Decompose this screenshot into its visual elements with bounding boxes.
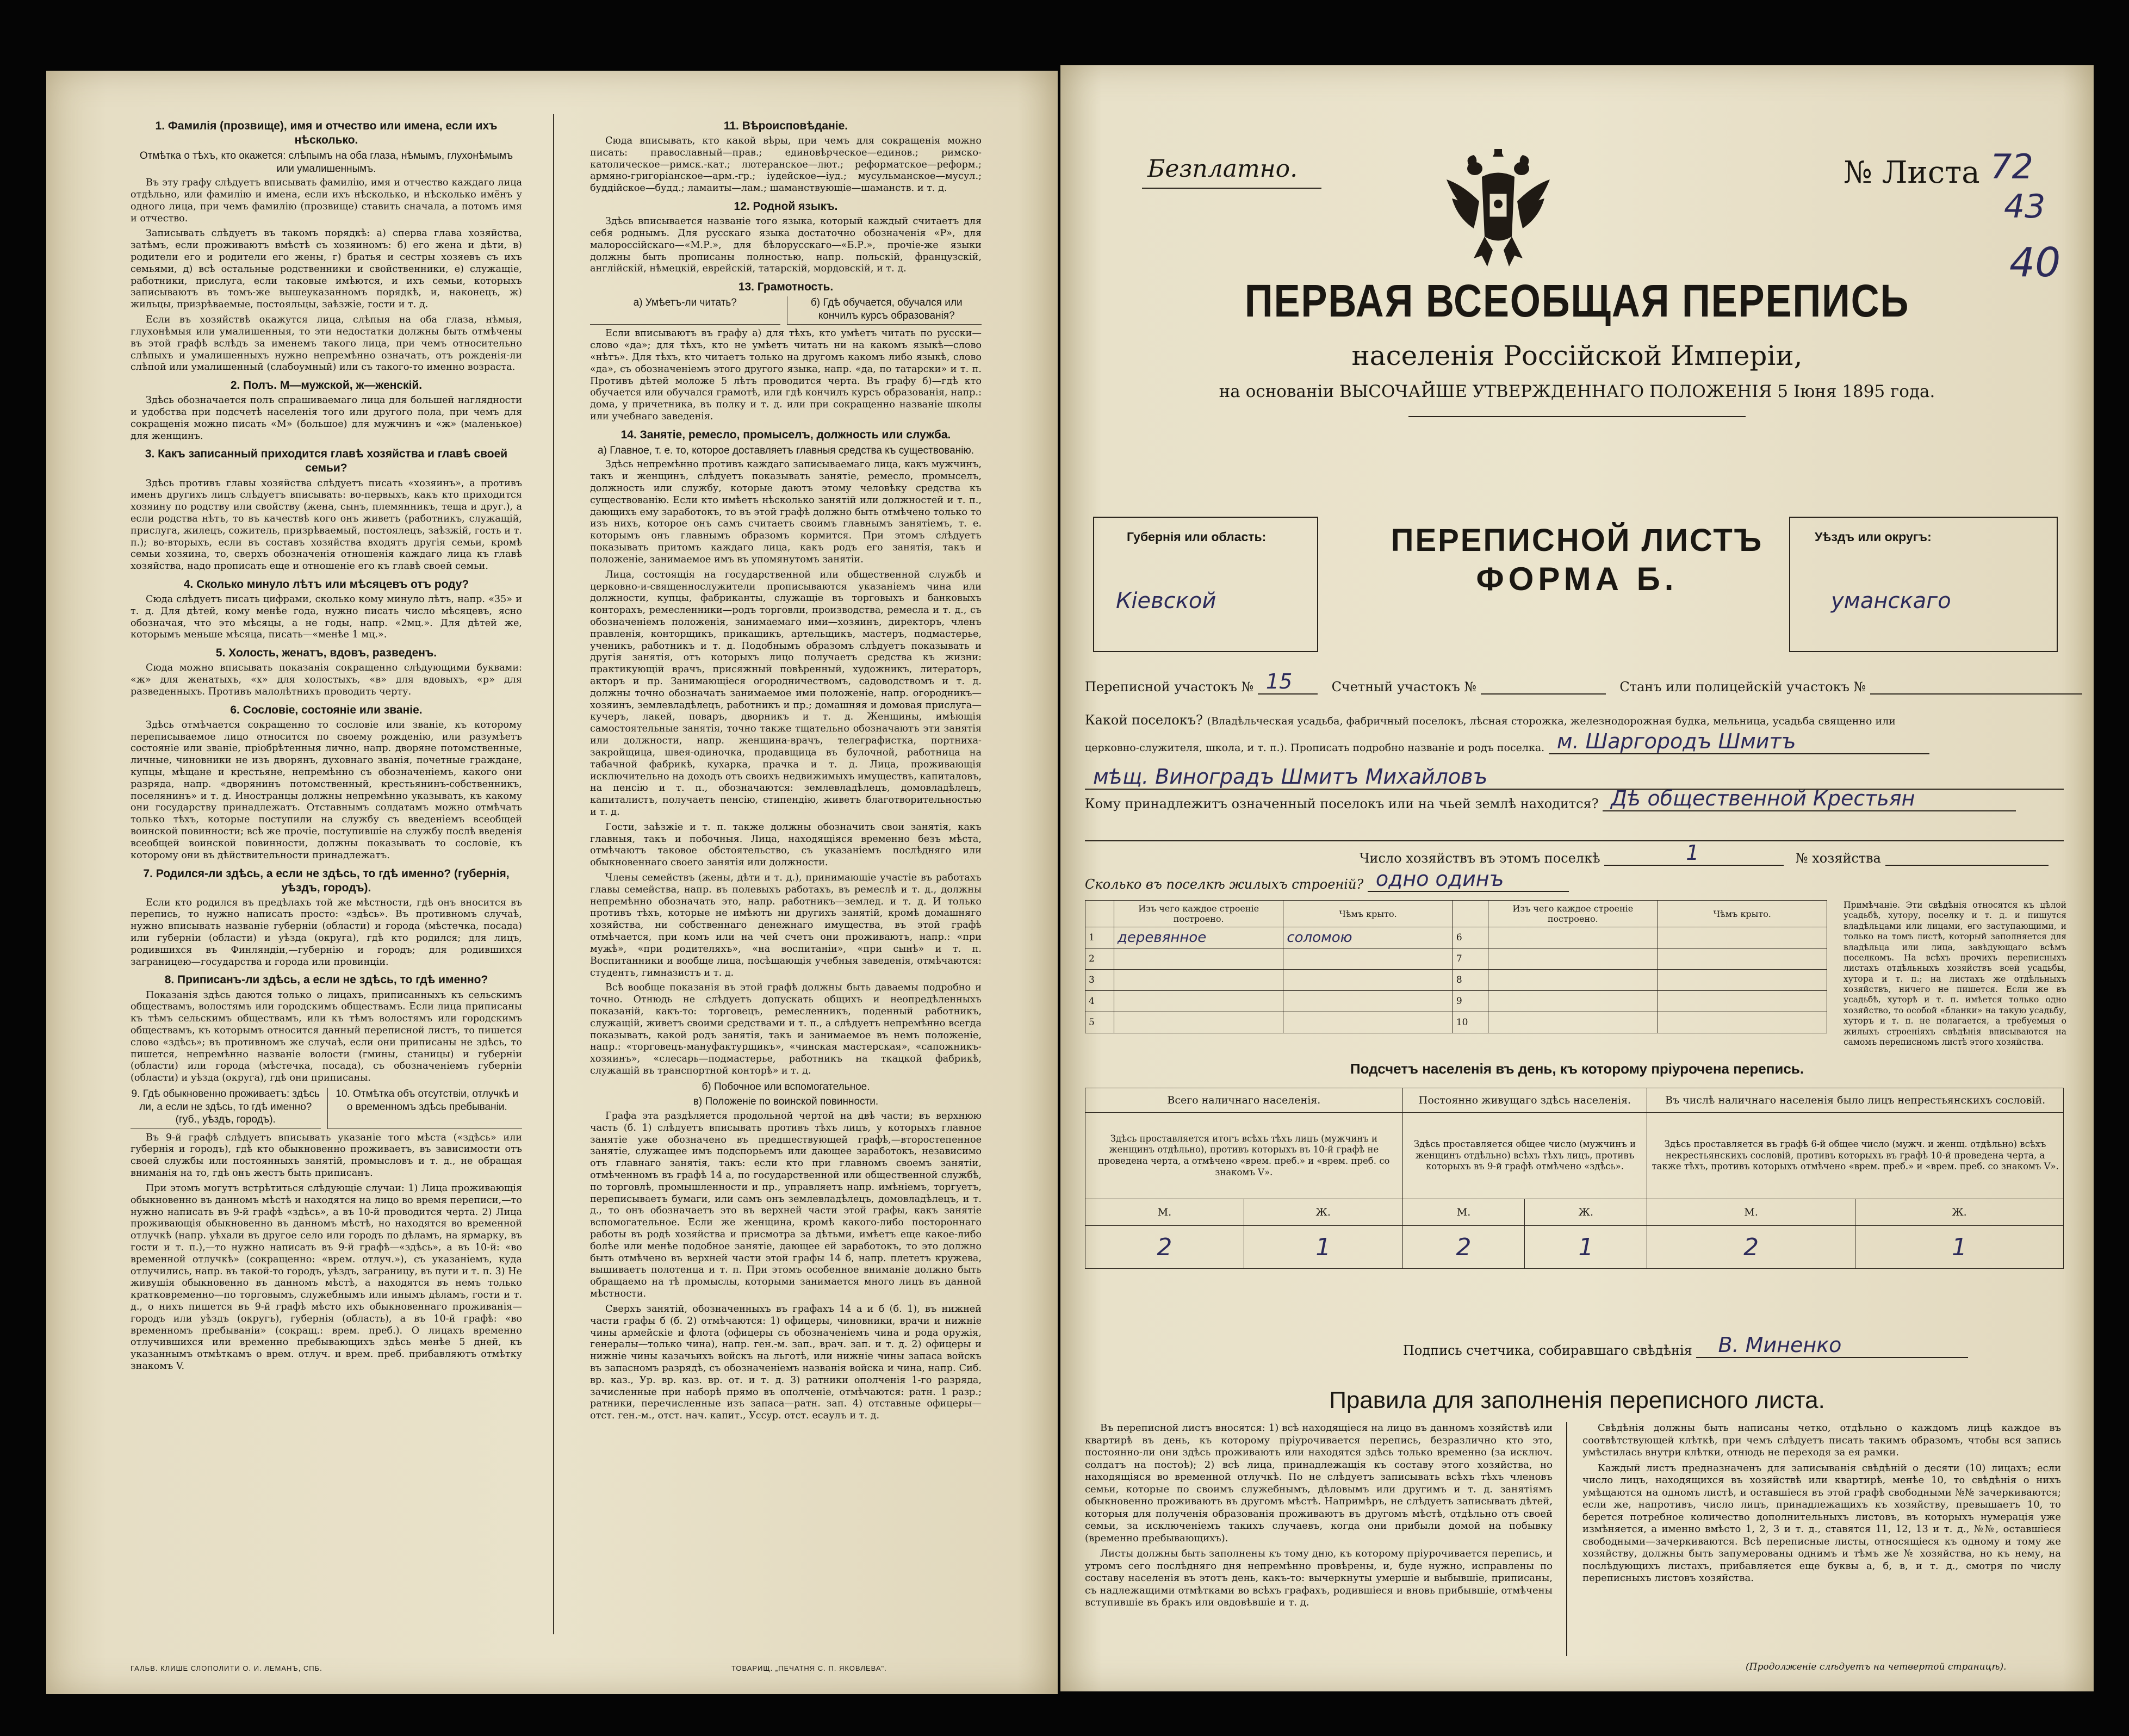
section-heading: б) Гдѣ обучается, обучался или кончилъ курсъ образованія? bbox=[787, 296, 982, 325]
table-header-row bbox=[1085, 901, 1827, 927]
enumerator-signature-row bbox=[1403, 1333, 1968, 1358]
building-roof: соломою bbox=[1283, 927, 1453, 948]
buildings-table bbox=[1085, 900, 1827, 1033]
table-row bbox=[1085, 1199, 2064, 1226]
instruction-paragraph: Сюда слѣдуетъ писать цифрами, сколько кому минуло лѣтъ, напр. «35» и т. д. Для дѣтей, кому менѣе года, нужно писать число мѣсяцевъ, ясно обозначая, что это мѣсяцы, а не годы, напр. «2мц.». Для дѣтей же, которымъ меньше мѣсяца, писать—«менѣе 1 мц.». bbox=[131, 594, 522, 641]
split-heading bbox=[590, 296, 982, 325]
settlement-note: (Владѣльческая усадьба, фабричный поселокъ, лѣсная сторожка, железнодорожная будка, мельница, усадьба священно или bbox=[1207, 715, 1896, 727]
instruction-paragraph: Сверхъ занятій, обозначенныхъ въ графахъ 14 а и б (б. 1), въ нижней части графы б (б. 2) отмѣчаются: 1) офицеры, чиновники, врачи и нижніе чины армейскіе и флота (офицеры съ обозначеніемъ чина и рода оружія, генералы—только чина), напр. ген.-м. зап., врач. зап. и т. д. 2) офицеры и нижніе чины казачьихъ войскъ на льготѣ, или нижніе чины запаса войскъ въ запасномъ разрядѣ, съ обозначеніемъ названія войска и чина, напр. Сиб. вр. каз., Ур. вр. каз. вр. от. и т. д. 3) ратники ополченія 1-го разряда, зачисленные при наборѣ прямо въ ополченіе, отмѣчаются: ратн. 1 разр.; ратники, перечисленные изъ запаса—ратн. зап. 4) отставные офицеры—отст. ген.-м., отст. нач. капит., Уссур. отст. есаулъ и т. д. bbox=[590, 1303, 982, 1422]
form-title: ПЕРЕПИСНОЙ ЛИСТЪ bbox=[1391, 523, 1764, 558]
population-col-present: Всего наличнаго населенія. bbox=[1085, 1088, 1403, 1113]
district-box bbox=[1789, 517, 2058, 652]
instruction-paragraph: Здѣсь отмѣчается сокращенно то сословіе или званіе, къ которому переписываемое лицо относится по своему рожденію, или разумѣетъ состояніе или званіе, пріобрѣтенныя лично, напр. дворяне потомственные, личные, чиновники не изъ дворянъ, духовнаго званія, почетные граждане, купцы, мѣщане и крестьяне, непремѣнно съ обозначеніемъ, какого они разряда, напр. «дворянинъ потомственный, крестьянинъ-собственникъ, поселянинъ» и т. д. Иностранцы должны непремѣнно указывать, къ какому они государству принадлежатъ. Отставнымъ солдатамъ можно отмѣчать только тѣхъ, которые поступили на службу съ введеніемъ всеобщей воинской повинности; всѣ же прочіе, поступившіе на службу послѣ введенія всеобщей воинской повинности, должны показывать то сословіе, къ которому они въ дѣйствительности принадлежатъ. bbox=[131, 719, 522, 861]
building-material bbox=[1114, 970, 1283, 991]
female-label: Ж. bbox=[1244, 1199, 1402, 1226]
owner-label: Кому принадлежитъ означенный поселокъ или на чьей землѣ находится? bbox=[1085, 796, 1599, 811]
instruction-paragraph: Гости, заѣзжіе и т. п. также должны обозначить свои занятія, какъ главныя, такъ и побочныя. Лица, находящіяся временно безъ мѣста, отмѣчаютъ таковое обстоятельство, съ указаніемъ послѣдняго или обыкновеннаго своего занятія или должности. bbox=[590, 821, 982, 869]
settlement-row-2 bbox=[1085, 729, 2075, 754]
population-value: 2 bbox=[1647, 1226, 1855, 1269]
instructions-column-2 bbox=[590, 114, 982, 1645]
instruction-paragraph: Лица, состоящія на государственной или общественной службѣ и церковно-и-священнослужители прописываются указаніемъ чина или должности, купцы, фабриканты, служащіе въ торговыхъ и банковыхъ конторахъ, ремесленники—родъ торговли, производства, ремесла и т. д., съ обозначеніемъ положенія, занимаемаго ими—хозяинъ, директоръ, членъ правленія, конторщикъ, прикащикъ, артельщикъ, мастеръ, подмастерье, ученикъ, работникъ и т. д. Подобнымъ образомъ слѣдуетъ показывать и другія занятія, отъ которыхъ лицо получаетъ средства къ жизни: практикующій врачъ, присяжный повѣренный, художникъ, литераторъ, акторъ и пр. Занимающіеся огородничествомъ, садоводствомъ и т. д. должны точно обозначать занимаемое ими положеніе, напр. огородникъ—хозяинъ, землевладѣлецъ, работникъ и пр.; домашняя и домовая прислуга—кучеръ, лакей, поваръ, дворникъ и т. д. Женщины, имѣющія самостоятельные занятія, точно также тщательно обозначаютъ эти занятія или должности, напр. женщина-врачъ, телеграфистка, портниха-закройщица, швея-одиночка, продавщица въ булочной, работница на табачной фабрикѣ, кухарка, прачка и т. д. Лица, проживающія исключительно на доходъ отъ своихъ недвижимыхъ имуществъ, капиталовъ, на пенсію и т. п., обозначаются: землевладѣлецъ, домовладѣлецъ, капиталистъ, получаетъ пенсію, стипендію, живетъ благотворительностью и т. д. bbox=[590, 569, 982, 817]
instruction-paragraph: Здѣсь противъ главы хозяйства слѣдуетъ писать «хозяинъ», а противъ именъ другихъ лицъ слѣдуетъ вписывать: во-первыхъ, какъ кто приходится хозяину по родству или свойству (жена, сынъ, племянникъ, теща и друг.), а если родства нѣтъ, то въ качествѣ кого онъ живетъ (работникъ, служащій, прислуга, жилецъ, сожитель, призрѣваемый, постоялецъ, заѣзжій, гость и т. п.); во-вторыхъ, если въ составъ хозяйства входятъ другія семьи, кромѣ семьи хозяина, то, сверхъ обозначенія отношенія каждаго лица къ главѣ хозяйства, надо прописать еще и отношеніе его къ главѣ своей семьи. bbox=[131, 478, 522, 572]
census-decree-line: на основаніи ВЫСОЧАЙШЕ УТВЕРЖДЕННАГО ПОЛОЖЕНІЯ 5 Іюня 1895 года. bbox=[1219, 382, 1935, 401]
settlement-row bbox=[1085, 712, 2075, 728]
free-label: Безплатно. bbox=[1147, 155, 1298, 183]
population-col-nonpeasant: Въ числѣ наличнаго населенія было лицъ непрестьянскихъ сословій. bbox=[1647, 1088, 2064, 1113]
male-label: М. bbox=[1402, 1199, 1525, 1226]
instruction-paragraph: Показанія здѣсь даются только о лицахъ, приписанныхъ къ сельскимъ обществамъ, волостямъ или городскимъ обществамъ. Если лица приписаны къ тѣмъ сельскимъ обществамъ, или къ тѣмъ волостямъ или городскимъ обществамъ, къ которымъ относится данный переписной листъ, то пишется слово «здѣсь»; въ противномъ же случаѣ, если они приписаны не здѣсь, то пишется, непремѣнно названіе волости (гмины, станицы) и губерніи (области) или города (мѣстечка, посада), съ обозначеніемъ губерніи (области) и уѣзда (округа), гдѣ они приписаны. bbox=[131, 989, 522, 1084]
section-heading: 9. Гдѣ обыкновенно проживаетъ: здѣсь ли, а если не здѣсь, то гдѣ именно? (губ., уѣздъ, городъ). bbox=[131, 1088, 321, 1129]
section-heading: 5. Холость, женатъ, вдовъ, разведенъ. bbox=[215, 647, 437, 660]
count-section-field bbox=[1481, 677, 1606, 695]
rule-paragraph: Свѣдѣнія должны быть написаны четко, отдѣльно о каждомъ лицѣ каждое въ соотвѣтствующей клѣткѣ, при чемъ слѣдуетъ писать такимъ образомъ, чтобы вся запись умѣстилась внутри клѣтки, отнюдь не переходя за ея рамки. bbox=[1582, 1422, 2061, 1458]
police-section-label: Станъ или полицейскій участокъ № bbox=[1619, 679, 1866, 695]
instruction-paragraph: Здѣсь непремѣнно противъ каждаго записываемаго лица, какъ мужчинъ, такъ и женщинъ, слѣдуетъ показывать занятіе, ремесло, промыселъ, должность или службу, которые даютъ этому человѣку средства къ существованію. Если кто имѣетъ нѣсколько занятій или должностей и т. п., дающихъ ему заработокъ, то въ этой графѣ должно быть отмѣчено только то изъ нихъ, которое онъ самъ считаетъ своимъ главнымъ занятіемъ, т. е. которымъ онъ главнымъ образомъ кормится. При этомъ слѣдуетъ показывать притомъ каждаго лица, какъ родъ его занятія, такъ и положеніе, занимаемое имъ въ упомянутомъ занятіи. bbox=[590, 459, 982, 565]
continuation-note: (Продолженіе слѣдуетъ на четвертой страницѣ). bbox=[1746, 1661, 2007, 1672]
settlement-note-2: церковно-служителя, школа, и т. п.). Прописать подробно названіе и родъ поселка. bbox=[1085, 742, 1545, 754]
double-headed-eagle-icon bbox=[1441, 147, 1555, 272]
form-subtitle: ФОРМА Б. bbox=[1476, 561, 1678, 597]
right-page bbox=[1060, 65, 2094, 1691]
section-heading: а) Умѣетъ-ли читать? bbox=[590, 296, 780, 325]
section-subheading: а) Главное, т. е. то, которое доставляетъ главныя средства къ существованію. bbox=[598, 444, 974, 456]
buildings-col-material: Изъ чего каждое строеніе построено. bbox=[1488, 901, 1658, 927]
rules-right-column bbox=[1582, 1422, 2061, 1588]
household-count-field bbox=[1604, 841, 1784, 866]
section-heading: 1. Фамилія (прозвище), имя и отчество или имена, если ихъ нѣсколько. bbox=[155, 120, 498, 147]
female-label: Ж. bbox=[1855, 1199, 2064, 1226]
section-heading: 8. Приписанъ-ли здѣсь, а если не здѣсь, то гдѣ именно? bbox=[164, 974, 488, 987]
population-col-permanent: Постоянно живущаго здѣсь населенія. bbox=[1402, 1088, 1647, 1113]
settlement-label: Какой поселокъ? bbox=[1085, 712, 1203, 728]
table-row bbox=[1085, 948, 1827, 970]
instruction-paragraph: Здѣсь вписывается названіе того языка, который каждый считаетъ для себя роднымъ. Для русскаго языка достаточно обозначенія «Р», для малороссійскаго—«М.Р.», для бѣлорусскаго—«Б.Р.», прочіе-же языки должны быть прописаны полностью, напр. польскій, французскій, англійскій, нѣмецкій, еврейскій, татарскій, мордовскій, и т. д. bbox=[590, 216, 982, 275]
buildings-col-material: Изъ чего каждое строеніе построено. bbox=[1114, 901, 1283, 927]
rules-left-column bbox=[1085, 1422, 1553, 1613]
section-heading: 6. Сословіе, состояніе или званіе. bbox=[230, 703, 423, 716]
row-number: 5 bbox=[1085, 1012, 1114, 1033]
section-heading: 12. Родной языкъ. bbox=[734, 200, 838, 213]
census-section-label: Переписной участокъ № bbox=[1085, 679, 1254, 695]
population-count-title: Подсчетъ населенія въ день, къ которому пріурочена перепись. bbox=[1350, 1061, 1804, 1077]
row-number: 4 bbox=[1085, 991, 1114, 1012]
table-row bbox=[1085, 1012, 1827, 1033]
column-divider bbox=[553, 114, 554, 1634]
settlement-value: м. Шаргородъ Шмитъ bbox=[1556, 729, 1796, 753]
households-row bbox=[1085, 841, 2075, 866]
sheet-number-label: № Листа bbox=[1844, 155, 1980, 190]
buildings-label: Сколько въ поселкѣ жилыхъ строеній? bbox=[1085, 877, 1364, 892]
row-number: 1 bbox=[1085, 927, 1114, 948]
building-material: деревянное bbox=[1114, 927, 1283, 948]
instruction-paragraph: Здѣсь обозначается полъ спрашиваемаго лица для большей наглядности и удобства при подсчетѣ населенія того или другого пола, при чемъ для сокращенія можно писать «М» (большое) для мужчинъ и «ж» (маленькое) для женщинъ. bbox=[131, 395, 522, 442]
owner-row bbox=[1085, 786, 2075, 811]
section-subheading: Отмѣтка о тѣхъ, кто окажется: слѣпымъ на оба глаза, нѣмымъ, глухонѣмымъ или умалишеннымъ. bbox=[139, 150, 513, 175]
owner-value: Дѣ общественной Крестьян bbox=[1611, 786, 1915, 810]
section-heading: 11. Вѣроисповѣданіе. bbox=[723, 120, 848, 132]
instruction-paragraph: Въ эту графу слѣдуетъ вписывать фамилію, имя и отчество каждаго лица отдѣльно, или фамилію и имена, если ихъ нѣсколько, и нѣсколько имёнъ у одного лица, при чемъ фамилію (прозвище) ставить сначала, а потомъ имя и отчество. bbox=[131, 177, 522, 224]
instruction-paragraph: Сюда можно вписывать показанія сокращенно слѣдующими буквами: «ж» для женатыхъ, «х» для холостыхъ, «в» для вдовыхъ, «р» для разведенныхъ. Противъ малолѣтнихъ проводить черту. bbox=[131, 662, 522, 697]
household-count-label: Число хозяйствъ въ этомъ поселкѣ bbox=[1360, 851, 1600, 866]
female-label: Ж. bbox=[1525, 1199, 1647, 1226]
rules-title: Правила для заполненія переписного листа. bbox=[1329, 1387, 1825, 1413]
sheet-number-value: 72 bbox=[1990, 147, 2033, 187]
rules-divider bbox=[1566, 1422, 1567, 1656]
census-subtitle: населенія Россійской Имперіи, bbox=[1351, 340, 1803, 371]
section-heading: 10. Отмѣтка объ отсутствіи, отлучкѣ и о временномъ здѣсь пребываніи. bbox=[327, 1088, 523, 1129]
census-section-field bbox=[1258, 669, 1318, 695]
instruction-paragraph: Если кто родился въ предѣлахъ той же мѣстности, гдѣ онъ вносится въ перепись, то нужно написать просто: «здѣсь». Въ противномъ случаѣ, нужно вписывать названіе губерніи (области) и города (мѣстечка, посада) или губерніи (области) и уѣзда (округа), гдѣ кто родился; для лицъ, родившихся въ Финляндіи,—губернію и городъ; для родившихся заграницею—государства и города или провинціи. bbox=[131, 897, 522, 968]
census-section-value: 15 bbox=[1265, 669, 1293, 693]
household-number-field bbox=[1885, 848, 2049, 866]
owner-row-2 bbox=[1085, 824, 2075, 841]
section-subheading: б) Побочное или вспомогательное. bbox=[702, 1081, 870, 1093]
population-desc: Здѣсь проставляется итогъ всѣхъ тѣхъ лицъ (мужчинъ и женщинъ отдѣльно), противъ которыхъ въ 10-й графѣ не проведена черта, а отмѣчено «врем. преб.» и «врем. преб. со знакомъ V». bbox=[1085, 1113, 1403, 1199]
population-desc: Здѣсь проставляется общее число (мужчинъ и женщинъ отдѣльно) всѣхъ тѣхъ лицъ, противъ которыхъ въ 9-й графѣ отмѣчено «здѣсь». bbox=[1402, 1113, 1647, 1199]
buildings-col-roof: Чѣмъ крыто. bbox=[1658, 901, 1827, 927]
signature-value: В. Миненко bbox=[1718, 1333, 1842, 1357]
buildings-row bbox=[1085, 867, 2075, 892]
row-number: 8 bbox=[1453, 970, 1488, 991]
district-label: Уѣздъ или округъ: bbox=[1815, 530, 1932, 544]
row-number: 2 bbox=[1085, 948, 1114, 970]
printer-footer-left: ГАЛЬВ. КЛИШЕ СЛОПОЛИТИ О. И. ЛЕМАНЪ, СПБ. bbox=[131, 1664, 322, 1672]
section-heading: 14. Занятіе, ремесло, промыселъ, должность или служба. bbox=[620, 428, 951, 441]
signature-field bbox=[1696, 1333, 1968, 1358]
section-row bbox=[1085, 669, 2075, 695]
building-material bbox=[1114, 991, 1283, 1012]
province-value: Кіевской bbox=[1116, 588, 1216, 613]
rule-paragraph: Листы должны быть заполнены къ тому дню, къ которому пріурочивается перепись, и утромъ сего послѣдняго дня непремѣнно провѣрены, и, буде нужно, исправлены по составу населенія въ этотъ день, какъ-то: вычеркнуты умершіе и выбывшіе, приписаны, съ надлежащими отмѣтками во всѣхъ графахъ, родившіеся и вновь прибывшіе, отмѣчены вступившіе въ бракъ или овдовѣвшіе и т. д. bbox=[1085, 1548, 1553, 1608]
instruction-paragraph: Члены семействъ (жены, дѣти и т. д.), принимающіе участіе въ работахъ главы семейства, напр. въ полевыхъ работахъ, въ ремеслѣ и т. д., должны непремѣнно обозначать это, напр. работникъ—землед. и т. д. И только противъ тѣхъ, которые не имѣютъ ни другихъ занятій, кромѣ домашняго хозяйства, ни собственнаго денежнаго имущества, въ этой графѣ отмѣчается, при комъ или на чей счетъ они проживаютъ, напр.: «при мужѣ», «при родителяхъ», «на воспитаніи», «при сынѣ» и т. п. Воспитанники и вообще лица, посѣщающія учебныя заведенія, отмѣчаются: студентъ, гимназистъ и т. д. bbox=[590, 872, 982, 978]
instructions-column-1 bbox=[131, 114, 522, 1645]
population-value: 1 bbox=[1525, 1226, 1647, 1269]
province-label: Губернія или область: bbox=[1127, 530, 1267, 544]
row-number: 10 bbox=[1453, 1012, 1488, 1033]
male-label: М. bbox=[1085, 1199, 1244, 1226]
population-table bbox=[1085, 1088, 2064, 1269]
sheet-number-value: 40 bbox=[2009, 239, 2061, 286]
table-header-row bbox=[1085, 1088, 2064, 1113]
population-value: 1 bbox=[1244, 1226, 1402, 1269]
population-value: 2 bbox=[1402, 1226, 1525, 1269]
table-row bbox=[1085, 927, 1827, 948]
instruction-paragraph: Въ 9-й графѣ слѣдуетъ вписывать указаніе того мѣста («здѣсь» или губернія и городъ), гдѣ кто обыкновенно проживаетъ, въ зависимости отъ своей службы или постоянныхъ занятій, промысловъ и т. д., не обращая вниманія на то, гдѣ онъ жестъ быть приписанъ. bbox=[131, 1132, 522, 1179]
section-heading: 13. Грамотность. bbox=[738, 281, 834, 294]
printer-footer-right: ТОВАРИЩ. „ПЕЧАТНЯ С. П. ЯКОВЛЕВА". bbox=[731, 1664, 887, 1672]
instruction-paragraph: Графа эта раздѣляется продольной чертой на двѣ части; въ верхнюю часть (б. 1) слѣдуетъ вписывать противъ тѣхъ лицъ, у которыхъ главное занятіе уже обозначено въ предшествующей графѣ,—второстепенное занятіе, служащее имъ подспорьемъ или дающее заработокъ, независимо отъ главнаго занятія, такъ: если кто при главномъ своемъ занятіи, отмѣченномъ въ графѣ 14 а, по государственной или общественной службѣ, по торговлѣ, промышленности и пр., управляетъ напр. имѣніемъ, торгуетъ, переписываетъ бумаги, или самъ онъ землевладѣлецъ, домовладѣлецъ, и т. д., то онъ обозначаетъ это въ верхней части этой графы, какъ занятіе вспомогательное. Если же женщина, кромѣ какого-либо постороннаго работы въ родѣ хозяйства и присмотра за дѣтьми, имѣетъ еще какое-либо болѣе или менѣе подобное занятіе, дающее ей заработокъ, то это должно быть отмѣчено въ верхней части этой графы 14 б, напр. плететъ кружева, вышиваетъ полотенца и т. п. При этомъ особенное вниманіе должно быть обращаемо на тѣ промыслы, которыми занимается много лицъ въ данной мѣстности. bbox=[590, 1110, 982, 1300]
table-row bbox=[1085, 1113, 2064, 1199]
signature-label: Подпись счетчика, собиравшаго свѣдѣнія bbox=[1403, 1343, 1692, 1358]
owner-field-2 bbox=[1085, 824, 2064, 841]
count-section-label: Счетный участокъ № bbox=[1331, 679, 1477, 695]
rule-paragraph: Каждый листъ предназначенъ для записыванія свѣдѣній о десяти (10) лицахъ; если число лицъ, находящихся въ хозяйствѣ или квартирѣ, менѣе 10, то свѣдѣнія о нихъ умѣщаются на одномъ листѣ, и оставшіеся въ этой графѣ свободными №№ зачеркиваются; если же, напротивъ, число лицъ, принадлежащихъ къ хозяйству, превышаетъ 10, то берется потребное количество дополнительныхъ листовъ, въ которыхъ нумерація уже измѣняется, а именно вмѣсто 1, 2, 3 и т. д., ставятся 11, 12, 13 и т. д., №№, оставшіеся свободными—зачеркиваются. Всѣ переписные листы, относящіеся къ одному и тому же хозяйству, должны быть запумерованы однимъ и тѣмъ же № хозяйства, но къ нему, на послѣдующихъ листахъ, прибавляется еще буквы а, б, в, и т. д., смотря по числу переписныхъ листовъ хозяйства. bbox=[1582, 1462, 2061, 1584]
police-section-field bbox=[1870, 677, 2082, 695]
section-heading: 7. Родился-ли здѣсь, а если не здѣсь, то гдѣ именно? (губернія, уѣздъ, городъ). bbox=[143, 867, 510, 894]
buildings-value: одно одинъ bbox=[1375, 867, 1504, 891]
instruction-paragraph: Если вписываютъ въ графу а) для тѣхъ, кто умѣетъ читать по русски—слово «да»; для тѣхъ, кто не умѣетъ читать ни на какомъ языкѣ—слово «нѣтъ». Для тѣхъ, кто читаетъ только на другомъ какомъ либо языкѣ, слово «да», съ обозначеніемъ этого другого языка, напр. «да, по татарски» и т. п. Противъ дѣтей моложе 5 лѣтъ проводится черта. Въ графу б)—гдѣ кто обучается или обучался грамотѣ, или гдѣ кончилъ курсъ образованія, напр.: дома, у причетника, въ полку и т. д. или при сокращенно названіе школы или учебнаго заведенія. bbox=[590, 328, 982, 422]
instruction-paragraph: При этомъ могутъ встрѣтиться слѣдующіе случаи: 1) Лица проживающія обыкновенно въ данномъ мѣстѣ и находятся на лицо во время переписи,—то нужно написать въ 9-й графѣ «здѣсь», а въ 10-й проводится черта. 2) Лица проживающія обыкновенно въ данномъ мѣстѣ, но находятся во временной отлучкѣ (напр. уѣхали въ другое село или городъ по дѣламъ, на ярмарку, въ гости и т. п.),—то нужно написать въ 9-й графѣ—«здѣсь», а въ 10-й: «во временной отлучкѣ» (сокращенно: «врем. отлуч.»), съ указаніемъ, куда отлучились, напр. въ такой-то городъ, уѣздъ, заграницу, въ пути и т. п. 3) Не живущія обыкновенно въ данномъ мѣстѣ, а находятся въ немъ только кратковременно—по торговымъ, служебнымъ или инымъ дѣламъ, гости и т. д., о нихъ пишется въ 9-й графѣ мѣсто ихъ обыкновеннаго проживанія—городъ или уѣздъ (округъ), губернія (область), а въ 10-й графѣ: «во временномъ пребываніи» (сокращ.: врем. преб.). О лицахъ временно отлучившихся или временно пребывающихъ здѣсь менѣе 5 дней, къ указаннымъ отмѣткамъ о врем. отлуч. и врем. преб. прибавляютъ отмѣтку знакомъ V. bbox=[131, 1182, 522, 1372]
male-label: М. bbox=[1647, 1199, 1855, 1226]
settlement-row-3 bbox=[1085, 765, 2075, 790]
row-number: 3 bbox=[1085, 970, 1114, 991]
split-heading bbox=[131, 1088, 522, 1129]
instruction-paragraph: Если въ хозяйствѣ окажутся лица, слѣпыя на оба глаза, нѣмыя, глухонѣмыя или умалишенныя, то эти недостатки должны быть отмѣчены въ этой графѣ вслѣдъ за именемъ такого лица, при чемъ относительно слѣпыхъ и умалишенныхъ нужно непремѣнно означать, отъ рожденія-ли слѣпой или умалишенный (слабоумный) или съ такого-то именно возраста. bbox=[131, 314, 522, 373]
buildings-field bbox=[1368, 867, 1569, 892]
rule-paragraph: Въ переписной листъ вносятся: 1) всѣ находящіеся на лицо въ данномъ хозяйствѣ или квартирѣ въ день, къ которому пріурочивается перепись, безразлично кто это, постоянно-ли они здѣсь проживаютъ или находятся здѣсь только временно (за исключ. солдатъ на постоѣ); 2) всѣ лица, принадлежащія къ составу этого хозяйства, но находящіяся во временной отлучкѣ. По не слѣдуетъ записывать всѣхъ тѣхъ членовъ семьи, которые по своимъ служебнымъ, дѣловымъ или другимъ и т. д. занятіямъ обыкновенно проживаютъ въ другомъ мѣстѣ. Напримѣръ, не слѣдуетъ записывать дѣтей, которыя для полученія образованія проживаютъ въ другомъ мѣстѣ, отдѣльно отъ своей семьи, за исключеніемъ такихъ случаевъ, когда они прибыли домой на побывку (временно пребывающихъ). bbox=[1085, 1422, 1553, 1544]
title-rule bbox=[1408, 416, 1746, 417]
population-desc: Здѣсь проставляется въ графѣ 6-й общее число (мужч. и женщ. отдѣльно) всѣхъ некрестьянскихъ сословій, противъ которыхъ въ графѣ 10-й проведена черта, а также тѣхъ, противъ которыхъ отмѣчено «врем. преб.» и «врем. преб. со знакомъ V». bbox=[1647, 1113, 2064, 1199]
household-count-value: 1 bbox=[1686, 841, 1699, 865]
building-material bbox=[1114, 948, 1283, 970]
population-value: 1 bbox=[1855, 1226, 2064, 1269]
section-heading: 3. Какъ записанный приходится главѣ хозяйства и главѣ своей семьи? bbox=[145, 448, 508, 475]
row-number: 7 bbox=[1453, 948, 1488, 970]
section-subheading: в) Положеніе по воинской повинности. bbox=[693, 1096, 879, 1108]
settlement-field-2 bbox=[1085, 765, 2064, 790]
population-value: 2 bbox=[1085, 1226, 1244, 1269]
table-row bbox=[1085, 970, 1827, 991]
section-heading: 2. Полъ. М—мужской, ж—женскій. bbox=[230, 379, 423, 392]
building-roof bbox=[1283, 970, 1453, 991]
owner-field bbox=[1603, 786, 2016, 811]
section-heading: 4. Сколько минуло лѣтъ или мѣсяцевъ отъ роду? bbox=[183, 578, 469, 591]
building-roof bbox=[1283, 1012, 1453, 1033]
row-number: 9 bbox=[1453, 991, 1488, 1012]
household-number-label: № хозяйства bbox=[1795, 851, 1881, 866]
district-value: уманскаго bbox=[1831, 588, 1951, 613]
settlement-value-2: мѣщ. Виноградъ Шмитъ Михайловъ bbox=[1093, 765, 1488, 789]
left-page bbox=[46, 71, 1058, 1694]
table-row bbox=[1085, 991, 1827, 1012]
settlement-field bbox=[1549, 729, 1929, 754]
instruction-paragraph: Записывать слѣдуетъ въ такомъ порядкѣ: а) сперва глава хозяйства, затѣмъ, если проживаютъ вмѣстѣ съ хозяиномъ: б) его жена и дѣти, в) родители его и родители его жены, г) братья и сестры хозяевъ съ ихъ семьями, д) всѣ остальные родственники и свойственники, е) служащіе, работники, прислуга, если таковые имѣются, и ихъ семьи, которыхъ записываютъ въ томъ-же вышеуказанномъ порядкѣ, и, наконецъ, ж) жильцы, призрѣваемые, постояльцы, заѣзжіе, гости и т. д. bbox=[131, 228, 522, 311]
census-title: ПЕРВАЯ ВСЕОБЩАЯ ПЕРЕПИСЬ bbox=[1244, 275, 1910, 326]
table-row bbox=[1085, 1226, 2064, 1269]
free-underline bbox=[1142, 188, 1321, 189]
sheet-number-value: 43 bbox=[2004, 188, 2046, 226]
row-number: 6 bbox=[1453, 927, 1488, 948]
buildings-col-roof: Чѣмъ крыто. bbox=[1283, 901, 1453, 927]
building-roof bbox=[1283, 991, 1453, 1012]
instruction-paragraph: Всѣ вообще показанія въ этой графѣ должны быть даваемы подробно и точно. Отнюдь не слѣдуетъ допускать общихъ и неопредѣленныхъ показаній, какъ-то: торговецъ, ремесленникъ, поденный работникъ, служащій, живетъ своими средствами и т. п., а слѣдуетъ непремѣнно всегда показывать, какой родъ занятія, такъ и занимаемое въ немъ положеніе, напр.: «торговецъ-мануфактурщикъ», «чинская мастерская», «сапожникъ-хозяинъ», «слесарь—подмастерье, работникъ на ткацкой фабрикѣ, служащій въ транспортной конторѣ» и т. д. bbox=[590, 982, 982, 1077]
instruction-paragraph: Сюда вписывать, кто какой вѣры, при чемъ для сокращенія можно писать: православный—прав.; единовѣрческое—единов.; римско-католическое—римск.-кат.; лютеранское—лют.; реформатское—реформ.; армяно-григоріанское—арм.-гр.; іудейское—іуд.; мусульманское—мусул.; буддійское—будд.; ламаиты—лам.; шаманствующіе—шаманств. и т. д. bbox=[590, 135, 982, 194]
buildings-note: Примѣчаніе. Эти свѣдѣнія относятся къ цѣлой усадьбѣ, хутору, поселку и т. д. и пишутся владѣльцами или лицами, его заступающими, и только на томъ листѣ, который заполняется для владѣльца или лица, завѣдующаго всѣмъ поселкомъ. На всѣхъ прочихъ переписныхъ листахъ отдѣльныхъ хозяйствъ всей усадьбы, хутора и т. п.; на листахъ же отдѣльныхъ хозяйствъ, ничего не пишется. Если же въ усадьбѣ, хуторѣ и т. п. имѣется только одно хозяйство, то особой «бланки» на такую усадьбу, хуторъ и т. п. не полагается, а требуемыя о жилыхъ строеніяхъ свѣдѣнія вписываются на самомъ переписномъ листѣ этого хозяйства. bbox=[1844, 900, 2066, 1047]
building-material bbox=[1114, 1012, 1283, 1033]
building-roof bbox=[1283, 948, 1453, 970]
